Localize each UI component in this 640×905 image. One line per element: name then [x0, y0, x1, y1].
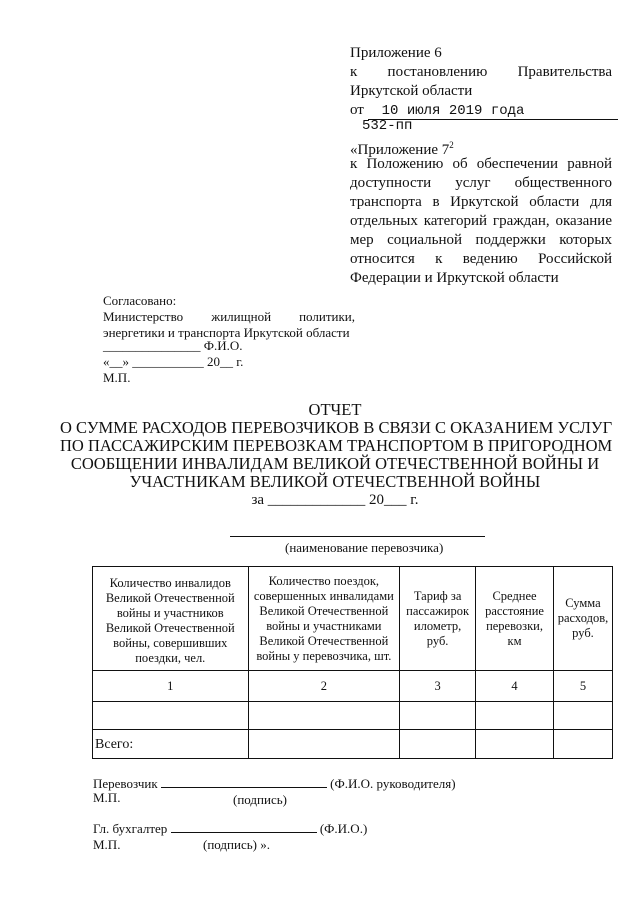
carrier-sign-caption: (подпись): [233, 792, 287, 807]
appendix-desc-line: относится к ведению Российской: [350, 251, 612, 267]
report-title-line: О СУММЕ РАСХОДОВ ПЕРЕВОЗЧИКОВ В СВЯЗИ С ОКАЗАНИЕМ УСЛУГ: [60, 418, 613, 437]
approval-fio: _______________ Ф.И.О.: [103, 338, 243, 353]
accountant-label: Гл. бухгалтер: [93, 821, 168, 836]
table-cell: [248, 702, 400, 730]
report-table: [92, 566, 613, 759]
table-cell: [93, 702, 249, 730]
appendix-title: Приложение 6: [350, 45, 442, 61]
appendix-word: постановлению: [387, 64, 488, 80]
resolution-number: 532-пп: [362, 118, 413, 134]
appendix-7-sup: 2: [449, 140, 454, 150]
table-cell: [400, 730, 476, 759]
report-period: за _____________ 20___ г.: [251, 492, 419, 508]
table-row: [93, 702, 613, 730]
appendix-desc-line: отдельных категорий граждан, оказание: [350, 213, 612, 229]
approval-stamp: М.П.: [103, 370, 131, 385]
table-header-cell: Сумма расходов, руб.: [553, 567, 612, 671]
table-total-label: Всего:: [93, 730, 249, 759]
table-cell: 1: [93, 671, 249, 702]
table-header-row: [93, 567, 613, 671]
table-header-cell: Среднее расстояние перевозки, км: [476, 567, 554, 671]
appendix-desc-line: мер социальной поддержки которых: [350, 232, 612, 248]
carrier-signature-blank: [161, 775, 327, 788]
table-cell: [400, 702, 476, 730]
appendix-desc-line: доступности услуг общественного: [350, 175, 612, 191]
report-title-line: СООБЩЕНИИ ИНВАЛИДАМ ВЕЛИКОЙ ОТЕЧЕСТВЕННОЙ ВОЙНЫ И: [70, 454, 600, 473]
table-total-row: [93, 730, 613, 759]
approval-label: Согласовано:: [103, 293, 177, 308]
table-cell: [553, 730, 612, 759]
appendix-7-label: «Приложение 7: [350, 142, 450, 158]
appendix-word: к: [350, 64, 358, 80]
carrier-label: Перевозчик: [93, 776, 158, 791]
table-cell: [476, 702, 554, 730]
table-cell: [476, 730, 554, 759]
appendix-region: Иркутской области: [350, 83, 473, 99]
carrier-stamp: М.П.: [93, 790, 121, 805]
table-header-cell: Количество поездок, совершенных инвалидами Великой Отечественной войны и участниками Великой Отечественной войны у перевозчика, шт.: [248, 567, 400, 671]
accountant-signature-blank: [171, 820, 317, 833]
table-cell: 3: [400, 671, 476, 702]
report-title: ОТЧЕТ: [308, 400, 362, 419]
accountant-sign-caption: (подпись) ».: [203, 837, 270, 852]
report-title-line: УЧАСТНИКАМ ВЕЛИКОЙ ОТЕЧЕСТВЕННОЙ ВОЙНЫ: [129, 472, 541, 491]
appendix-word: Правительства: [517, 64, 612, 80]
appendix-desc-line: к Положению об обеспечении равной: [350, 156, 612, 172]
accountant-stamp: М.П.: [93, 837, 121, 852]
date-prefix: от: [350, 102, 364, 118]
appendix-desc-last: Федерации и Иркутской области: [350, 270, 559, 286]
approval-ministry-last: энергетики и транспорта Иркутской области: [103, 325, 350, 340]
appendix-desc-line: транспорта в Иркутской области для: [350, 194, 612, 210]
carrier-name-line: [230, 536, 485, 537]
report-title-line: ПО ПАССАЖИРСКИМ ПЕРЕВОЗКАМ ТРАНСПОРТОМ В ПРИГОРОДНОМ: [60, 436, 613, 455]
approval-date: «__» ___________ 20__ г.: [103, 354, 244, 369]
approval-ministry-line: Министерство жилищной политики,: [103, 309, 355, 324]
carrier-caption: (наименование перевозчика): [285, 540, 444, 555]
accountant-note: (Ф.И.О.): [319, 821, 368, 836]
table-cell: [248, 730, 400, 759]
resolution-date: 10 июля 2019 года: [368, 104, 618, 120]
table-row: [93, 671, 613, 702]
accountant-signature-line: [93, 820, 367, 837]
carrier-note: (Ф.И.О. руководителя): [330, 776, 456, 791]
table-cell: 5: [553, 671, 612, 702]
table-cell: 2: [248, 671, 400, 702]
table-cell: [553, 702, 612, 730]
appendix-resolution-line: [350, 63, 612, 82]
table-header-cell: Количество инвалидов Великой Отечественной войны и участников Великой Отечественной войны, совершивших поездки, чел.: [93, 567, 249, 671]
carrier-signature-line: [93, 775, 456, 792]
table-header-cell: Тариф за пассажирок илометр, руб.: [400, 567, 476, 671]
table-cell: 4: [476, 671, 554, 702]
